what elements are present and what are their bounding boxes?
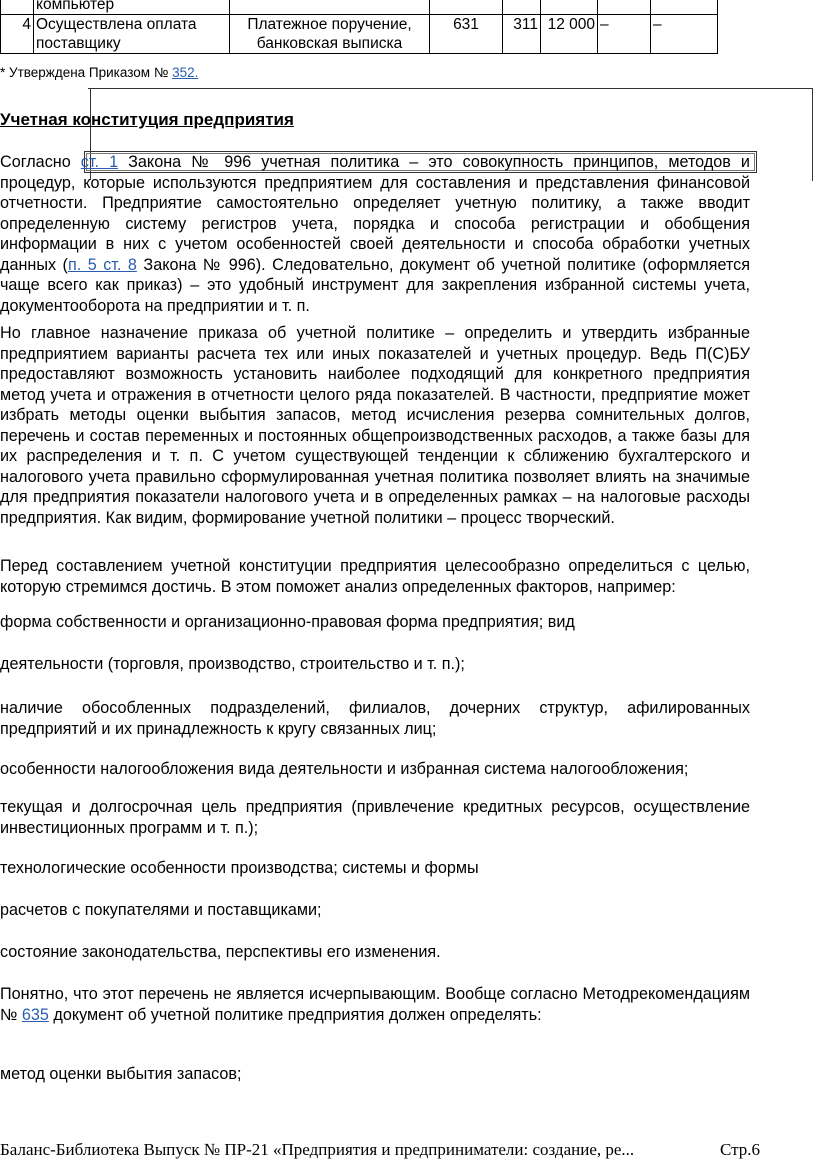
operation-cell: Осуществлена оплата поставщику bbox=[34, 15, 230, 54]
paragraph-text: Понятно, что этот перечень не является исчерпывающим. Вообще согласно Методрекомендациям № bbox=[0, 985, 750, 1024]
document-cell: Платежное поручение, банковская выписка bbox=[230, 15, 430, 54]
list-item: состояние законодательства, перспективы его изменения. bbox=[0, 943, 441, 961]
amount-cell: 12 000 bbox=[541, 15, 598, 54]
paragraph: Перед составлением учетной конституции предприятия целесообразно определиться с целью, которую стремимся достичь. В этом поможет анализ определенных факторов, например: bbox=[0, 557, 750, 596]
list-item: наличие обособленных подразделений, филиалов, дочерних структур, афилированных предприятий и их принадлежность к кругу связанных лиц; bbox=[0, 699, 750, 738]
table-cell bbox=[230, 0, 430, 15]
table-cell bbox=[503, 0, 541, 15]
table-cell: – bbox=[598, 15, 651, 54]
accounting-table bbox=[0, 0, 718, 54]
paragraph-text: документ об учетной политике предприятия должен определять: bbox=[48, 1005, 542, 1024]
list-item: форма собственности и организационно-правовая форма предприятия; вид bbox=[0, 613, 575, 631]
list-item: технологические особенности производства; системы и формы bbox=[0, 859, 479, 877]
table-cell bbox=[541, 0, 598, 15]
table-row bbox=[1, 15, 718, 54]
paragraph bbox=[0, 152, 750, 316]
footnote-link[interactable]: 352. bbox=[172, 65, 199, 80]
list-item: деятельности (торговля, производство, строительство и т. п.); bbox=[0, 655, 465, 673]
credit-cell: 311 bbox=[503, 15, 541, 54]
paragraph-text: Закона № 996 учетная политика – это совокупность принципов, методов и процедур, которые используются предприятием для составления и представления финансовой отчетности. Предприятие самостоятельно определяет учетную политику, а также вводит определенную систему регистров учета, порядка и способа регистрации и обобщения информации в них с учетом особенностей своей деятельности и способа обработки учетных данных ( bbox=[0, 153, 750, 274]
list-item: особенности налогообложения вида деятельности и избранная система налогообложения; bbox=[0, 760, 689, 778]
table-cell bbox=[430, 0, 503, 15]
table-cell bbox=[598, 0, 651, 15]
page-number: Стр.6 bbox=[719, 1140, 760, 1159]
footer-text: Баланс-Библиотека Выпуск № ПР-21 «Предприятия и предприниматели: создание, ре... bbox=[0, 1140, 635, 1159]
paragraph: Но главное назначение приказа об учетной политике – определить и утвердить избранные предприятием варианты расчета тех или иных показателей и учетных процедур. Ведь П(С)БУ предоставляют возможность установить наиболее подходящий для конкретного предприятия метод учета и отражения в отчетности целого ряда показателей. В частности, предприятие может избрать методы оценки выбытия запасов, метод исчисления резерва сомнительных долгов, перечень и состав переменных и постоянных общепроизводственных расходов, а также базы для их распределения и т. п. С учетом существующей тенденции к сближению бухгалтерского и налогового учета правильно сформулированная учетная политика позволяет влиять на значимые для предприятия показатели налогового учета и в определенных рамках – на налоговые расходы предприятия. Как видим, формирование учетной политики – процесс творческий. bbox=[0, 324, 750, 527]
paragraph: метод оценки выбытия запасов; bbox=[0, 1065, 242, 1083]
paragraph bbox=[0, 984, 750, 1025]
list-item: текущая и долгосрочная цель предприятия (привлечение кредитных ресурсов, осуществление инвестиционных программ и т. п.); bbox=[0, 798, 750, 837]
page-footer bbox=[0, 1140, 760, 1160]
methodology-link[interactable]: 635 bbox=[21, 1005, 49, 1024]
table-cell: – bbox=[651, 15, 718, 54]
footnote bbox=[0, 65, 198, 80]
law-article-link[interactable]: ст. 1 bbox=[80, 153, 119, 171]
debit-cell: 631 bbox=[430, 15, 503, 54]
table-row bbox=[1, 0, 718, 15]
law-clause-link[interactable]: п. 5 ст. 8 bbox=[67, 255, 137, 274]
section-heading: Учетная конституция предприятия bbox=[0, 110, 294, 129]
footnote-text: * Утверждена Приказом № bbox=[0, 65, 173, 80]
table-cell bbox=[651, 0, 718, 15]
paragraph-text: Согласно bbox=[0, 153, 81, 171]
table-cell bbox=[1, 0, 34, 15]
row-number: 4 bbox=[1, 15, 34, 54]
paragraph-text: Закона № 996). Следовательно, документ об учетной политике (оформляется чаще всего как приказ) – это удобный инструмент для закрепления избранной системы учета, документооборота на предприятии и т. п. bbox=[0, 255, 750, 315]
list-item: расчетов с покупателями и поставщиками; bbox=[0, 901, 322, 919]
table-cell: компьютер bbox=[34, 0, 230, 15]
